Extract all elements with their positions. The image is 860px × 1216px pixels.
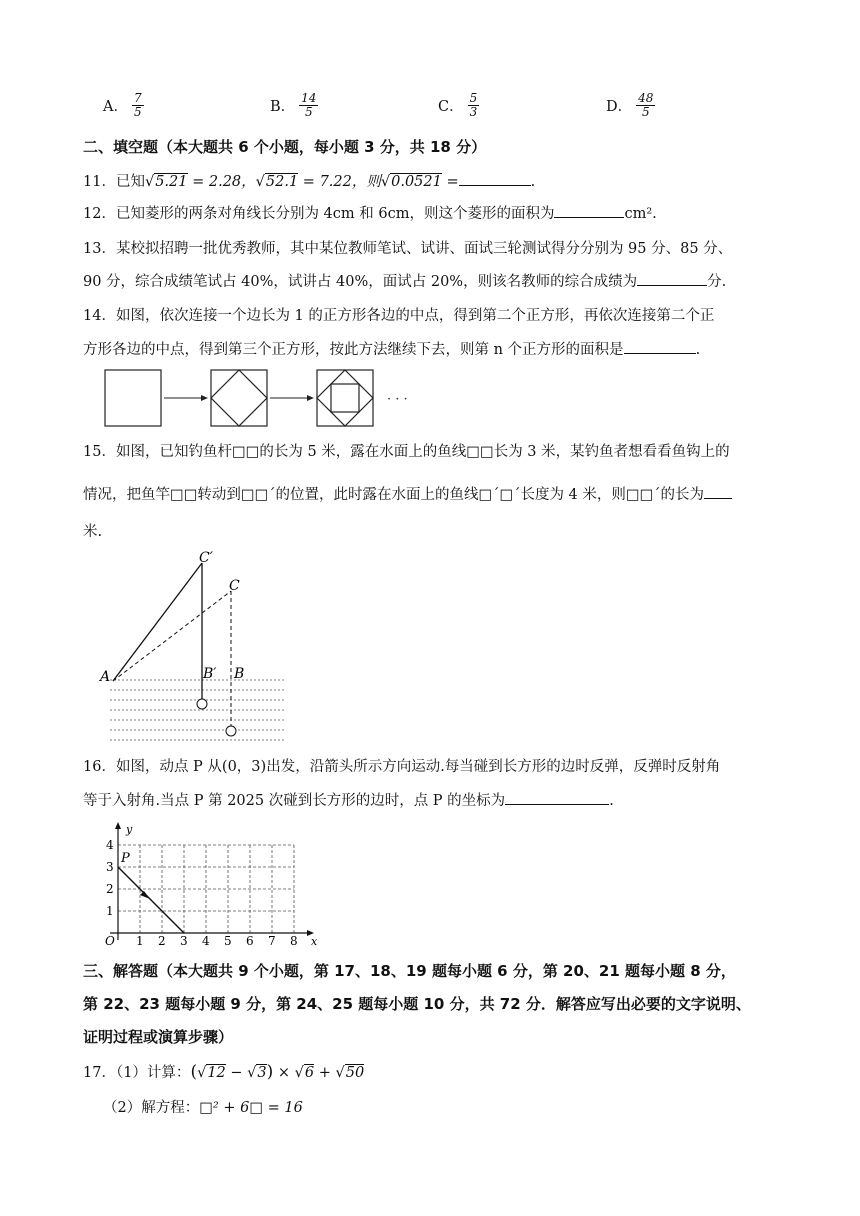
question-15-line2 bbox=[83, 483, 732, 504]
math-text: × bbox=[273, 1065, 295, 1081]
sqrt-sign: √ bbox=[197, 1065, 207, 1081]
punctuation: . bbox=[609, 793, 614, 809]
close-paren: ) bbox=[266, 1062, 274, 1082]
fishing-rod-figure bbox=[95, 545, 295, 745]
sqrt-sign: √ bbox=[255, 174, 265, 190]
section-3-heading-line1: 三、解答题（本大题共 9 个小题，第 17、18、19 题每小题 6 分，第 20、21 题每小题 8 分， bbox=[83, 962, 736, 980]
label-b: B bbox=[234, 666, 245, 682]
x-tick-label: 1 bbox=[136, 934, 144, 946]
option-fraction: $\frac{48}{5}$ bbox=[638, 91, 654, 119]
question-16-line1: 16．如图，动点 P 从(0，3)出发，沿箭头所示方向运动.每当碰到长方形的边时反弹，反弹时反射角 bbox=[83, 759, 721, 775]
x-tick-label: 7 bbox=[268, 934, 276, 946]
option-fraction: $\frac{14}{5}$ bbox=[301, 91, 317, 119]
square-2-inner bbox=[211, 370, 267, 426]
y-tick-label: 1 bbox=[106, 904, 114, 918]
question-text: 17．（1）计算： bbox=[83, 1065, 191, 1081]
question-number: 11． bbox=[83, 174, 116, 190]
sqrt-sign: √ bbox=[380, 174, 391, 190]
x-tick-labels bbox=[136, 934, 298, 946]
radicand: 50 bbox=[345, 1065, 365, 1081]
question-17-part1 bbox=[83, 1061, 364, 1082]
math-text: + bbox=[314, 1065, 336, 1081]
answer-blank bbox=[704, 484, 732, 499]
answer-blank bbox=[554, 203, 624, 218]
radicand: 12 bbox=[207, 1065, 226, 1081]
arrow-head-1 bbox=[201, 395, 208, 401]
option-fraction: $\frac{5}{3}$ bbox=[469, 91, 478, 119]
label-b-prime: B′ bbox=[203, 666, 217, 682]
option-fraction: $\frac{7}{5}$ bbox=[133, 91, 142, 119]
unit-text: cm². bbox=[624, 206, 657, 222]
hook-b-prime bbox=[197, 699, 207, 709]
question-14-line1: 14．如图，依次连接一个边长为 1 的正方形各边的中点，得到第二个正方形，再依次连接第二个正 bbox=[83, 308, 715, 324]
water-lines bbox=[110, 680, 285, 740]
direction-arrow bbox=[140, 891, 150, 899]
x-axis-label: x bbox=[311, 935, 318, 946]
question-text: 情况，把鱼竿□□转动到□□´的位置，此时露在水面上的鱼线□´□´长度为 4 米，则□□´的长为 bbox=[83, 487, 705, 503]
option-c bbox=[438, 92, 479, 119]
radicand: 0.0521 bbox=[391, 174, 442, 190]
square-3-inner bbox=[331, 384, 359, 412]
option-a bbox=[103, 92, 144, 119]
question-text: （2）解方程： bbox=[103, 1100, 200, 1116]
x-tick-label: 3 bbox=[180, 934, 188, 946]
square-2-outer bbox=[211, 370, 267, 426]
unit-text: 分. bbox=[707, 274, 727, 290]
arrow-head-2 bbox=[307, 395, 314, 401]
option-label: D． bbox=[606, 99, 633, 115]
answer-blank bbox=[624, 339, 696, 354]
point-p-label: P bbox=[121, 851, 130, 866]
y-tick-labels bbox=[106, 838, 114, 918]
answer-blank bbox=[459, 171, 531, 186]
label-c: C bbox=[229, 578, 240, 594]
question-16-line2 bbox=[83, 789, 614, 810]
label-c-prime: C′ bbox=[199, 550, 213, 566]
radicand: 3 bbox=[257, 1065, 267, 1081]
x-tick-label: 2 bbox=[158, 934, 166, 946]
answer-blank bbox=[637, 271, 707, 286]
coordinate-grid-figure bbox=[98, 816, 328, 946]
square-3-outer bbox=[317, 370, 373, 426]
section-3-heading-line2: 第 22、23 题每小题 9 分，第 24、25 题每小题 10 分，共 72 分．解答应写出必要的文字说明、 bbox=[83, 995, 751, 1013]
option-label: A． bbox=[103, 99, 128, 115]
radicand: 5.21 bbox=[155, 174, 188, 190]
question-text: 已知 bbox=[115, 174, 145, 190]
hook-b bbox=[226, 726, 236, 736]
x-tick-label: 4 bbox=[202, 934, 210, 946]
x-tick-label: 5 bbox=[224, 934, 232, 946]
math-text: = bbox=[441, 174, 459, 190]
grid-lines bbox=[118, 845, 294, 933]
question-text: 12．已知菱形的两条对角线长分别为 4cm 和 6cm，则这个菱形的面积为 bbox=[83, 206, 555, 222]
equation: □² + 6□ = 16 bbox=[199, 1100, 303, 1116]
square-3-middle bbox=[317, 370, 373, 426]
answer-blank bbox=[505, 790, 609, 805]
punctuation: . bbox=[695, 342, 701, 358]
sqrt-sign: √ bbox=[144, 174, 155, 190]
question-13-line2 bbox=[83, 270, 726, 291]
option-label: B． bbox=[270, 99, 296, 115]
sqrt-sign: √ bbox=[335, 1065, 345, 1081]
section-3-heading-line3: 证明过程或演算步骤） bbox=[83, 1028, 234, 1046]
punctuation: . bbox=[530, 174, 536, 190]
path-line bbox=[118, 867, 184, 933]
radicand: 52.1 bbox=[265, 174, 299, 190]
option-b bbox=[270, 92, 318, 119]
origin-label: O bbox=[105, 934, 115, 946]
rod-ac-prime bbox=[113, 563, 202, 681]
label-a: A bbox=[100, 669, 111, 685]
question-text: 等于入射角.当点 P 第 2025 次碰到长方形的边时，点 P 的坐标为 bbox=[83, 793, 506, 809]
x-tick-label: 6 bbox=[246, 934, 254, 946]
section-2-heading: 二、填空题（本大题共 6 个小题，每小题 3 分，共 18 分） bbox=[83, 138, 487, 156]
continuation-dots: · · · bbox=[387, 392, 408, 407]
question-15-line3: 米. bbox=[83, 524, 103, 540]
squares-figure bbox=[100, 367, 420, 433]
math-text: = 2.28， bbox=[187, 174, 256, 190]
square-1 bbox=[105, 370, 161, 426]
y-tick-label: 4 bbox=[106, 838, 114, 852]
sqrt-sign: √ bbox=[294, 1065, 304, 1081]
question-15-line1: 15．如图，已知钓鱼杆□□的长为 5 米，露在水面上的鱼线□□长为 3 米，某钓鱼者想看看鱼钩上的 bbox=[83, 444, 730, 460]
option-d bbox=[606, 92, 655, 119]
y-tick-label: 3 bbox=[106, 860, 114, 874]
question-14-line2 bbox=[83, 338, 700, 359]
radicand: 6 bbox=[304, 1065, 315, 1081]
question-12 bbox=[83, 202, 657, 223]
sqrt-sign: √ bbox=[247, 1065, 257, 1081]
y-tick-label: 2 bbox=[106, 882, 114, 896]
y-axis-label: y bbox=[126, 823, 133, 836]
open-paren: ( bbox=[190, 1062, 198, 1082]
question-text: 90 分，综合成绩笔试占 40%，试讲占 40%，面试占 20%，则该名教师的综合成绩为 bbox=[83, 274, 638, 290]
math-text: = 7.22，则 bbox=[298, 174, 381, 190]
question-13-line1: 13．某校拟招聘一批优秀教师，其中某位教师笔试、试讲、面试三轮测试得分分别为 95 分、85 分、 bbox=[83, 241, 733, 257]
y-axis-arrow bbox=[115, 822, 121, 829]
x-tick-label: 8 bbox=[290, 934, 298, 946]
question-text: 方形各边的中点，得到第三个正方形，按此方法继续下去，则第 n 个正方形的面积是 bbox=[83, 342, 624, 358]
question-11 bbox=[83, 170, 535, 191]
option-label: C． bbox=[438, 99, 464, 115]
question-17-part2 bbox=[103, 1096, 303, 1117]
math-text: − bbox=[225, 1065, 248, 1081]
